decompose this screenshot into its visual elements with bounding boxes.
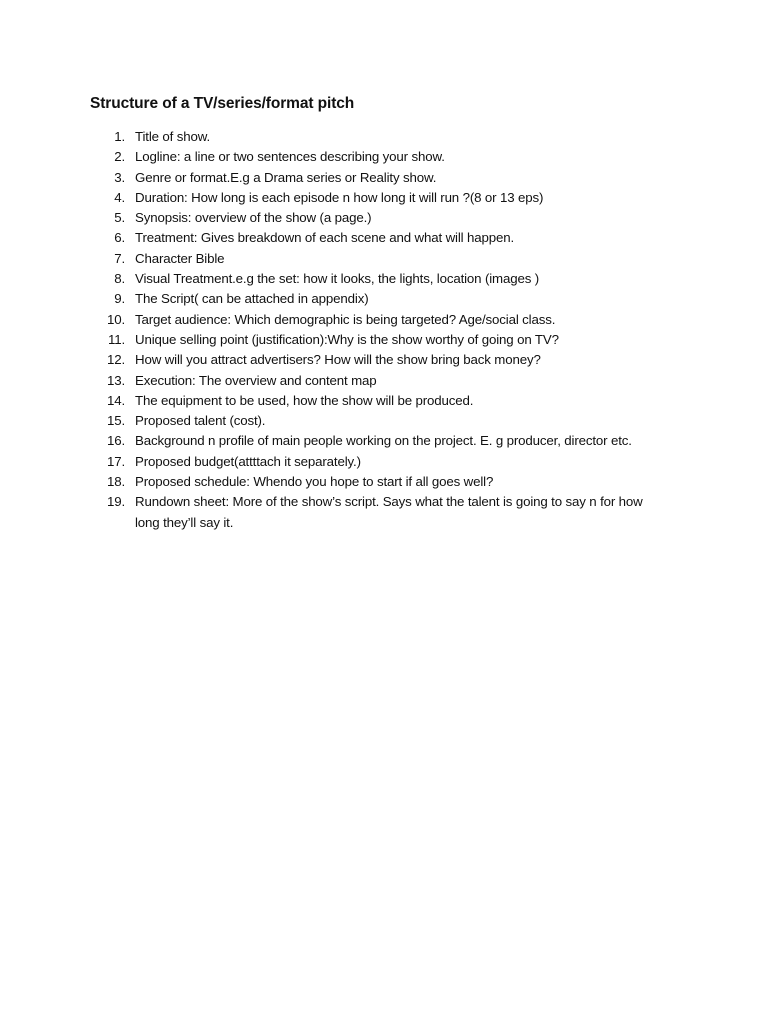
list-item <box>90 350 690 370</box>
list-item-number: 12. <box>106 352 125 368</box>
list-item <box>90 168 690 188</box>
list-item <box>90 249 690 269</box>
list-item <box>90 310 690 330</box>
list-item <box>90 127 690 147</box>
list-item <box>90 391 690 411</box>
list-item <box>90 147 690 167</box>
list-item-number: 15. <box>106 413 125 429</box>
list-item-text: How will you attract advertisers? How will the show bring back money? <box>135 352 541 368</box>
list-item-number: 17. <box>106 453 125 469</box>
list-item-number: 2. <box>114 149 125 165</box>
list-item-number: 8. <box>114 271 125 287</box>
list-item-text: Execution: The overview and content map <box>135 372 377 388</box>
list-item-number: 3. <box>114 169 125 185</box>
list-item-text: Duration: How long is each episode n how long it will run ?(8 or 13 eps) <box>135 189 544 205</box>
list-item-text: Proposed talent (cost). <box>135 413 266 429</box>
list-item-text: Synopsis: overview of the show (a page.) <box>135 210 372 226</box>
list-item <box>90 492 690 533</box>
list-item-text: Unique selling point (justification):Why is the show worthy of going on TV? <box>135 331 559 347</box>
pitch-structure-list <box>90 127 690 533</box>
list-item <box>90 269 690 289</box>
list-item-text: The equipment to be used, how the show will be produced. <box>135 392 474 408</box>
list-item-text: Logline: a line or two sentences describing your show. <box>135 149 445 165</box>
list-item <box>90 371 690 391</box>
list-item-number: 14. <box>106 392 125 408</box>
list-item-text: Title of show. <box>135 129 211 144</box>
list-item-number: 9. <box>114 291 125 307</box>
list-item-text: Rundown sheet: More of the show’s script. Says what the talent is going to say n for how long they’ll say it. <box>135 494 643 530</box>
list-item-text: Visual Treatment.e.g the set: how it looks, the lights, location (images ) <box>135 271 540 287</box>
list-item <box>90 431 690 451</box>
list-item-number: 16. <box>106 433 125 449</box>
list-item-text: Proposed schedule: Whendo you hope to start if all goes well? <box>135 474 494 490</box>
list-item-number: 6. <box>114 230 125 246</box>
list-item <box>90 330 690 350</box>
list-item-number: 4. <box>114 189 125 205</box>
list-item <box>90 208 690 228</box>
list-item-number: 18. <box>106 474 125 490</box>
list-item-number: 1. <box>114 129 125 144</box>
list-item <box>90 411 690 431</box>
list-item-text: Proposed budget(attttach it separately.) <box>135 453 361 469</box>
list-item-text: Character Bible <box>135 250 225 266</box>
list-item-text: Treatment: Gives breakdown of each scene and what will happen. <box>135 230 514 246</box>
list-item <box>90 472 690 492</box>
list-item-number: 13. <box>106 372 125 388</box>
list-item-number: 19. <box>106 494 125 510</box>
list-item <box>90 452 690 472</box>
list-item-text: Target audience: Which demographic is being targeted? Age/social class. <box>135 311 556 327</box>
list-item <box>90 188 690 208</box>
list-item <box>90 228 690 248</box>
list-item-number: 10. <box>106 311 125 327</box>
list-item <box>90 289 690 309</box>
document-title: Structure of a TV/series/format pitch <box>90 95 355 112</box>
list-item-text: Background n profile of main people working on the project. E. g producer, director etc. <box>135 433 632 449</box>
list-item-number: 5. <box>114 210 125 226</box>
list-item-text: Genre or format.E.g a Drama series or Reality show. <box>135 169 437 185</box>
list-item-number: 11. <box>107 331 125 347</box>
list-item-number: 7. <box>114 250 125 266</box>
list-item-text: The Script( can be attached in appendix) <box>135 291 369 307</box>
